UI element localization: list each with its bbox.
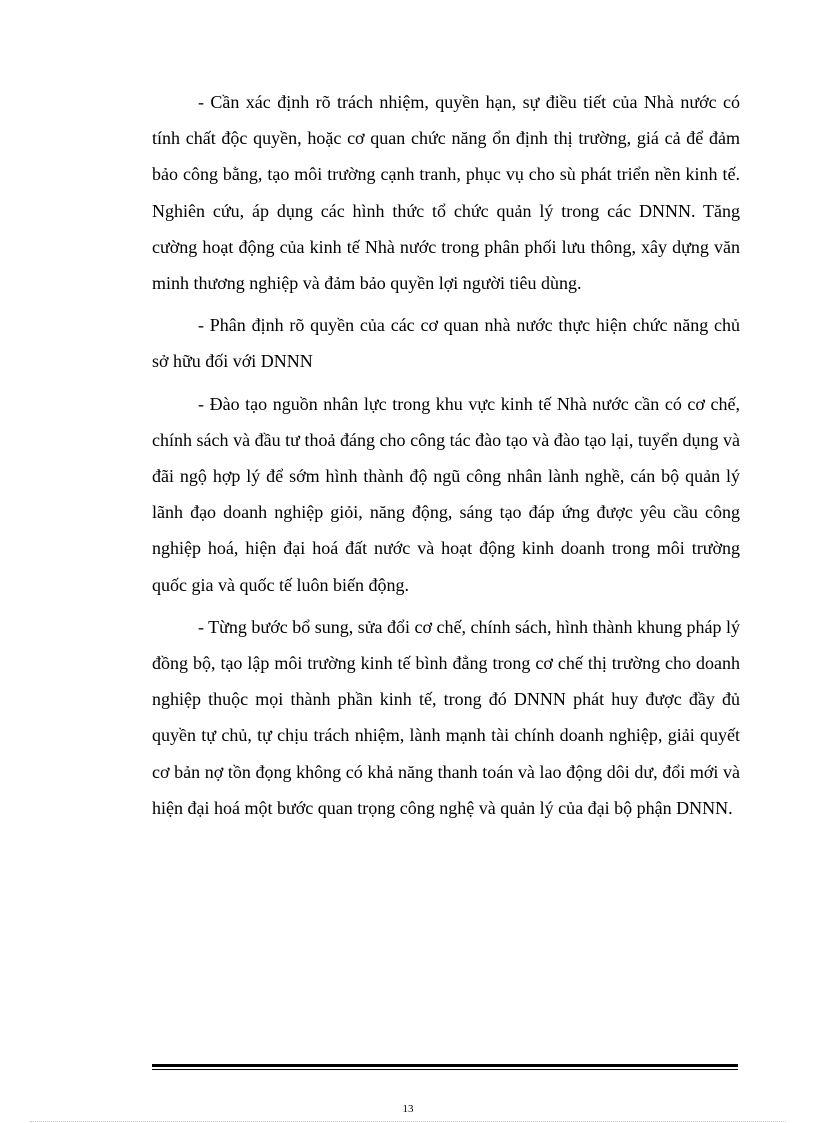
body-text [152, 84, 740, 832]
footer-divider-thin-line [152, 1069, 738, 1070]
footer-divider-thick-line [152, 1064, 738, 1067]
page-edge-divider [30, 1121, 786, 1122]
footer-divider [152, 1064, 738, 1072]
page-number: 13 [402, 1103, 414, 1115]
paragraph-1: - Cần xác định rõ trách nhiệm, quyền hạn, sự điều tiết của Nhà nước có tính chất độc quyền, hoặc cơ quan chức năng ổn định thị trường, giá cả để đảm bảo công bằng, tạo môi trường cạnh tranh, phục vụ cho sù phát triển nền kinh tế. Nghiên cứu, áp dụng các hình thức tổ chức quản lý trong các DNNN. Tăng cường hoạt động của kinh tế Nhà nước trong phân phối lưu thông, xây dựng văn minh thương nghiệp và đảm bảo quyền lợi người tiêu dùng. [152, 92, 740, 294]
paragraph-3: - Đào tạo nguồn nhân lực trong khu vực kinh tế Nhà nước cần có cơ chế, chính sách và đầu tư thoả đáng cho công tác đào tạo và đào tạo lại, tuyển dụng và đãi ngộ hợp lý để sớm hình thành độ ngũ công nhân lành nghề, cán bộ quản lý lãnh đạo doanh nghiệp giỏi, năng động, sáng tạo đáp ứng được yêu cầu công nghiệp hoá, hiện đại hoá đất nước và hoạt động kinh doanh trong môi trường quốc gia và quốc tế luôn biến động. [152, 393, 740, 595]
paragraph-4: - Từng bước bổ sung, sửa đổi cơ chế, chính sách, hình thành khung pháp lý đồng bộ, tạo lập môi trường kinh tế bình đẳng trong cơ chế thị trường cho doanh nghiệp thuộc mọi thành phần kinh tế, trong đó DNNN phát huy được đầy đủ quyền tự chủ, tự chịu trách nhiệm, lành mạnh tài chính doanh nghiệp, giải quyết cơ bản nợ tồn đọng không có khả năng thanh toán và lao động dôi dư, đổi mới và hiện đại hoá một bước quan trọng công nghệ và quản lý của đại bộ phận DNNN. [152, 616, 740, 818]
paragraph-2: - Phân định rõ quyền của các cơ quan nhà nước thực hiện chức năng chủ sở hữu đối với DNNN [152, 315, 740, 372]
